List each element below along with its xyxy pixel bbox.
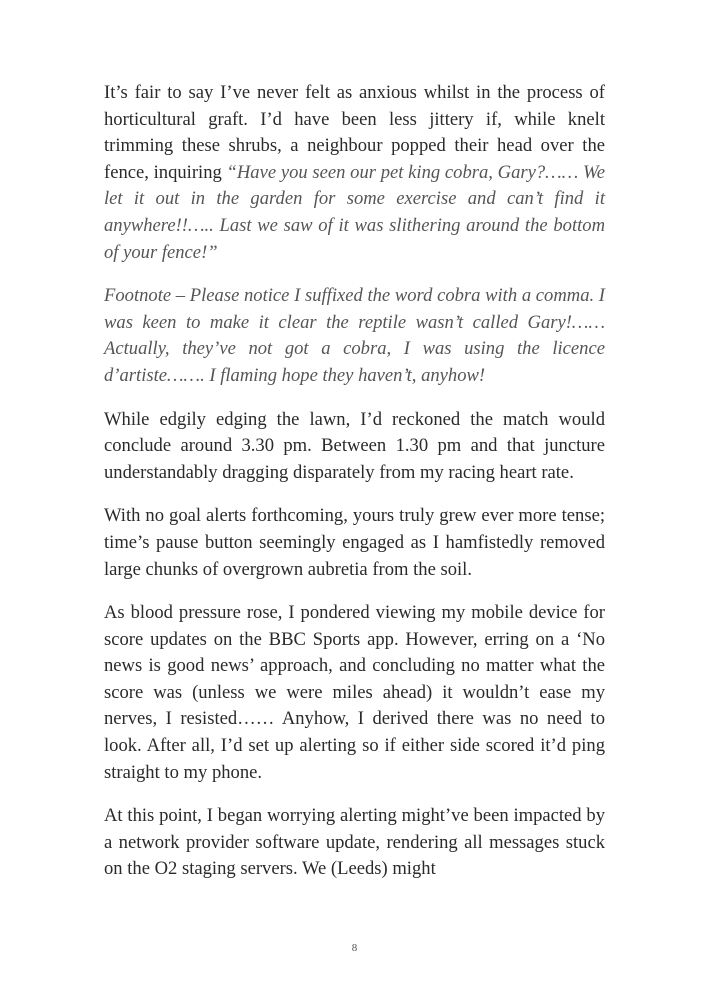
- body-text: [104, 80, 605, 900]
- paragraph-4: With no goal alerts forthcoming, yours truly grew ever more tense; time’s pause button seemingly engaged as I hamfistedly removed large chunks of overgrown aubretia from the soil.: [104, 505, 605, 580]
- paragraph-1: [104, 80, 605, 266]
- paragraph-5: As blood pressure rose, I pondered viewing my mobile device for score updates on the BBC Sports app. However, erring on a ‘No news is good news’ approach, and concluding no matter what the score was (unless we were miles ahead) it wouldn’t ease my nerves, I resisted…… Anyhow, I derived there was no need to look. After all, I’d set up alerting so if either side scored it’d ping straight to my phone.: [104, 602, 605, 783]
- footnote-paragraph: Footnote – Please notice I suffixed the word cobra with a comma. I was keen to make it clear the reptile wasn’t called Gary!…… Actually, they’ve not got a cobra, I was using the licence d’artiste……. I flaming hope they haven’t, anyhow!: [104, 285, 605, 386]
- paragraph-3: While edgily edging the lawn, I’d reckoned the match would conclude around 3.30 pm. Between 1.30 pm and that juncture understandably dragging disparately from my racing heart rate.: [104, 408, 605, 483]
- paragraph-1-quote: “Have you seen our pet king cobra, Gary?…… We let it out in the garden for some exercise and can’t find it anywhere!!….. Last we saw of it was slithering around the bottom of your fence!”: [104, 161, 605, 263]
- paragraph-1-plain-text: It’s fair to say I’ve never felt as anxious whilst in the process of horticultural graft. I’d have been less jittery if, while knelt trimming these shrubs, a neighbour popped their head over the fence, inquiring: [104, 82, 605, 183]
- paragraph-6: At this point, I began worrying alerting might’ve been impacted by a network provider software update, rendering all messages stuck on the O2 staging servers. We (Leeds) might: [104, 805, 605, 880]
- page-number: 8: [351, 942, 358, 954]
